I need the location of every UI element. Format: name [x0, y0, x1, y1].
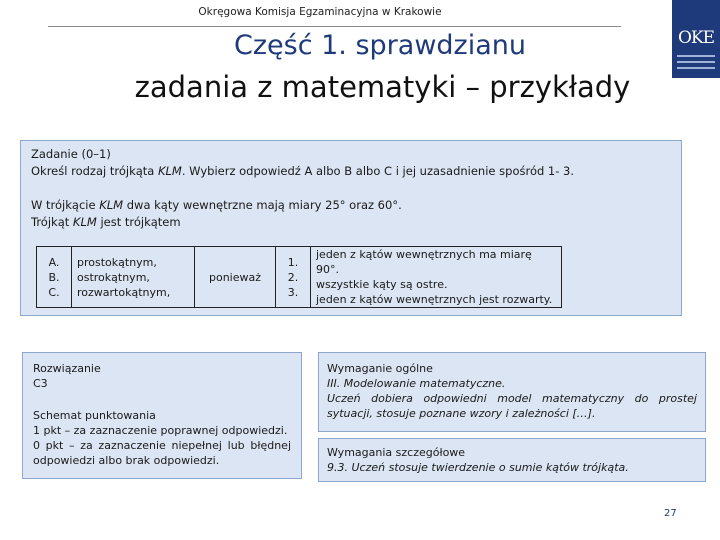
- triangle-name: KLM: [157, 164, 182, 178]
- question-text: jest trójkątem: [96, 215, 181, 229]
- connector-cell: ponieważ: [195, 247, 276, 308]
- option-letters: [37, 247, 72, 308]
- reason-text: jeden z kątów wewnętrznych ma miarę 90°.: [316, 248, 532, 276]
- scoring-zero: 0 pkt – za zaznaczenie niepełnej lub błędnej odpowiedzi albo brak odpowiedzi.: [33, 439, 291, 467]
- premise-text: W trójkącie: [31, 198, 100, 212]
- page-number: 27: [664, 508, 677, 519]
- slide-subtitle: zadania z matematyki – przykłady: [134, 70, 631, 104]
- answer-table: [36, 246, 562, 308]
- scoring-full: 1 pkt – za zaznaczenie poprawnej odpowiedzi.: [33, 424, 288, 437]
- option-text: rozwartokątnym,: [77, 285, 171, 299]
- option-letter: A.: [48, 255, 60, 269]
- task-question: [31, 215, 181, 229]
- specific-heading: Wymagania szczegółowe: [327, 446, 466, 459]
- option-letter: C.: [48, 285, 60, 299]
- oke-logo: [672, 0, 720, 78]
- logo-stripe: [677, 61, 715, 63]
- header-divider: [48, 26, 621, 27]
- reason-numbers: [276, 247, 311, 308]
- triangle-name: KLM: [72, 215, 97, 229]
- general-text: Uczeń dobiera odpowiedni model matematyczny do prostej sytuacji, stosuje poznane wzory i zależności […].: [327, 392, 697, 420]
- reason-number: 3.: [287, 285, 299, 299]
- task-heading: Zadanie (0–1): [31, 147, 111, 161]
- scoring-heading: Schemat punktowania: [33, 409, 156, 422]
- solution-box: [22, 352, 302, 479]
- general-heading: Wymaganie ogólne: [327, 362, 433, 375]
- question-text: Trójkąt: [31, 215, 73, 229]
- logo-stripe: [677, 55, 715, 57]
- option-text: ostrokątnym,: [77, 270, 150, 284]
- reason-texts: [311, 247, 562, 308]
- logo-mark: OKE: [678, 28, 715, 48]
- instruction-text: . Wybierz odpowiedź A albo B albo C i jej uzasadnienie spośród 1- 3.: [181, 164, 575, 178]
- reason-text: jeden z kątów wewnętrznych jest rozwarty.: [316, 293, 553, 306]
- specific-text: 9.3. Uczeń stosuje twierdzenie o sumie kątów trójkąta.: [327, 461, 629, 474]
- reason-text: wszystkie kąty są ostre.: [316, 278, 448, 291]
- instruction-text: Określ rodzaj trójkąta: [31, 164, 158, 178]
- option-text: prostokątnym,: [77, 255, 157, 269]
- reason-number: 1.: [287, 255, 299, 269]
- slide-title: Część 1. sprawdzianu: [234, 30, 526, 61]
- logo-stripe: [677, 67, 715, 69]
- solution-answer: C3: [33, 377, 48, 390]
- option-letter: B.: [48, 270, 60, 284]
- organization-header: Okręgowa Komisja Egzaminacyjna w Krakowie: [198, 6, 442, 18]
- reason-number: 2.: [287, 270, 299, 284]
- general-title: III. Modelowanie matematyczne.: [327, 377, 506, 390]
- task-instruction: [31, 164, 574, 178]
- option-texts: [72, 247, 195, 308]
- general-requirement-box: [318, 352, 706, 432]
- premise-text: dwa kąty wewnętrzne mają miary 25° oraz 60°.: [123, 198, 402, 212]
- specific-requirement-box: [318, 438, 706, 482]
- task-box: [20, 140, 682, 316]
- task-premise: [31, 198, 402, 212]
- solution-heading: Rozwiązanie: [33, 362, 101, 375]
- triangle-name: KLM: [99, 198, 124, 212]
